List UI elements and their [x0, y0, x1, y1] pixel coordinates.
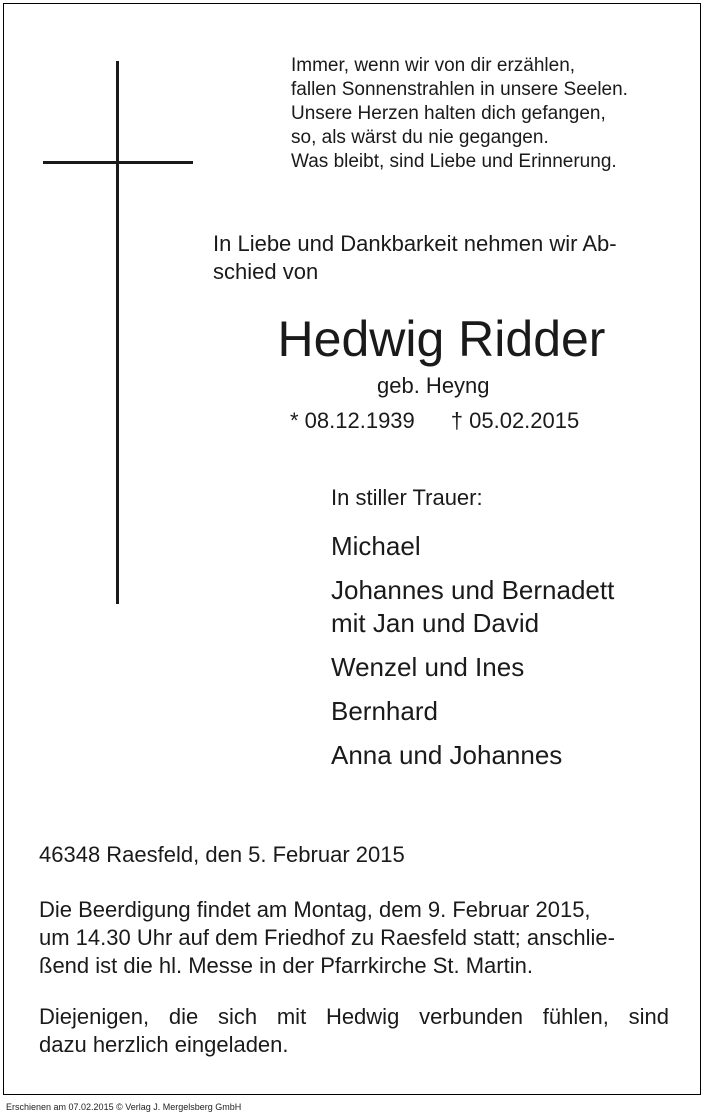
maiden-name: geb. Heyng: [377, 373, 490, 398]
poem-line: Unsere Herzen halten dich gefangen,: [291, 103, 606, 124]
poem-line: so, als wärst du nie gegangen.: [291, 127, 549, 148]
mourning-intro: In stiller Trauer:: [331, 485, 483, 510]
mourner-line: Wenzel und Ines: [331, 652, 525, 682]
life-dates: [290, 407, 579, 435]
funeral-notice: [39, 896, 669, 980]
invitation-line: Diejenigen, die sich mit Hedwig verbunden fühlen, sind: [39, 1004, 669, 1029]
invitation-text: [39, 1003, 669, 1059]
farewell-intro: [213, 230, 670, 286]
publication-footer: Erschienen am 07.02.2015 © Verlag J. Mergelsberg GmbH: [6, 1102, 242, 1112]
poem-line: Immer, wenn wir von dir erzählen,: [291, 55, 576, 76]
cross-horizontal-bar: [43, 161, 193, 164]
deceased-name: Hedwig Ridder: [277, 311, 606, 367]
poem-line: fallen Sonnenstrahlen in unsere Seelen.: [291, 79, 628, 100]
mourner-line: Anna und Johannes: [331, 740, 563, 770]
mourner-line: Michael: [331, 531, 421, 561]
intro-line: In Liebe und Dankbarkeit nehmen wir Ab-: [213, 231, 617, 256]
death-date: † 05.02.2015: [450, 408, 580, 433]
mourner-group: [331, 695, 614, 728]
funeral-line: um 14.30 Uhr auf dem Friedhof zu Raesfeld statt; anschlie-: [39, 925, 615, 950]
mourners-list: [331, 530, 614, 783]
funeral-line: Die Beerdigung findet am Montag, dem 9. Februar 2015,: [39, 897, 591, 922]
poem-line: Was bleibt, sind Liebe und Erinnerung.: [291, 151, 617, 172]
mourner-line: Bernhard: [331, 696, 438, 726]
mourner-group: [331, 739, 614, 772]
mourner-group: [331, 530, 614, 563]
place-and-date: 46348 Raesfeld, den 5. Februar 2015: [39, 842, 405, 867]
mourner-line: mit Jan und David: [331, 608, 540, 638]
funeral-line: ßend ist die hl. Messe in der Pfarrkirche St. Martin.: [39, 953, 533, 978]
poem: [291, 54, 691, 174]
intro-line: schied von: [213, 259, 319, 284]
mourner-group: [331, 574, 614, 640]
mourner-group: [331, 651, 614, 684]
invitation-line: dazu herzlich eingeladen.: [39, 1032, 289, 1057]
mourner-line: Johannes und Bernadett: [331, 575, 615, 605]
birth-date: * 08.12.1939: [290, 408, 415, 433]
